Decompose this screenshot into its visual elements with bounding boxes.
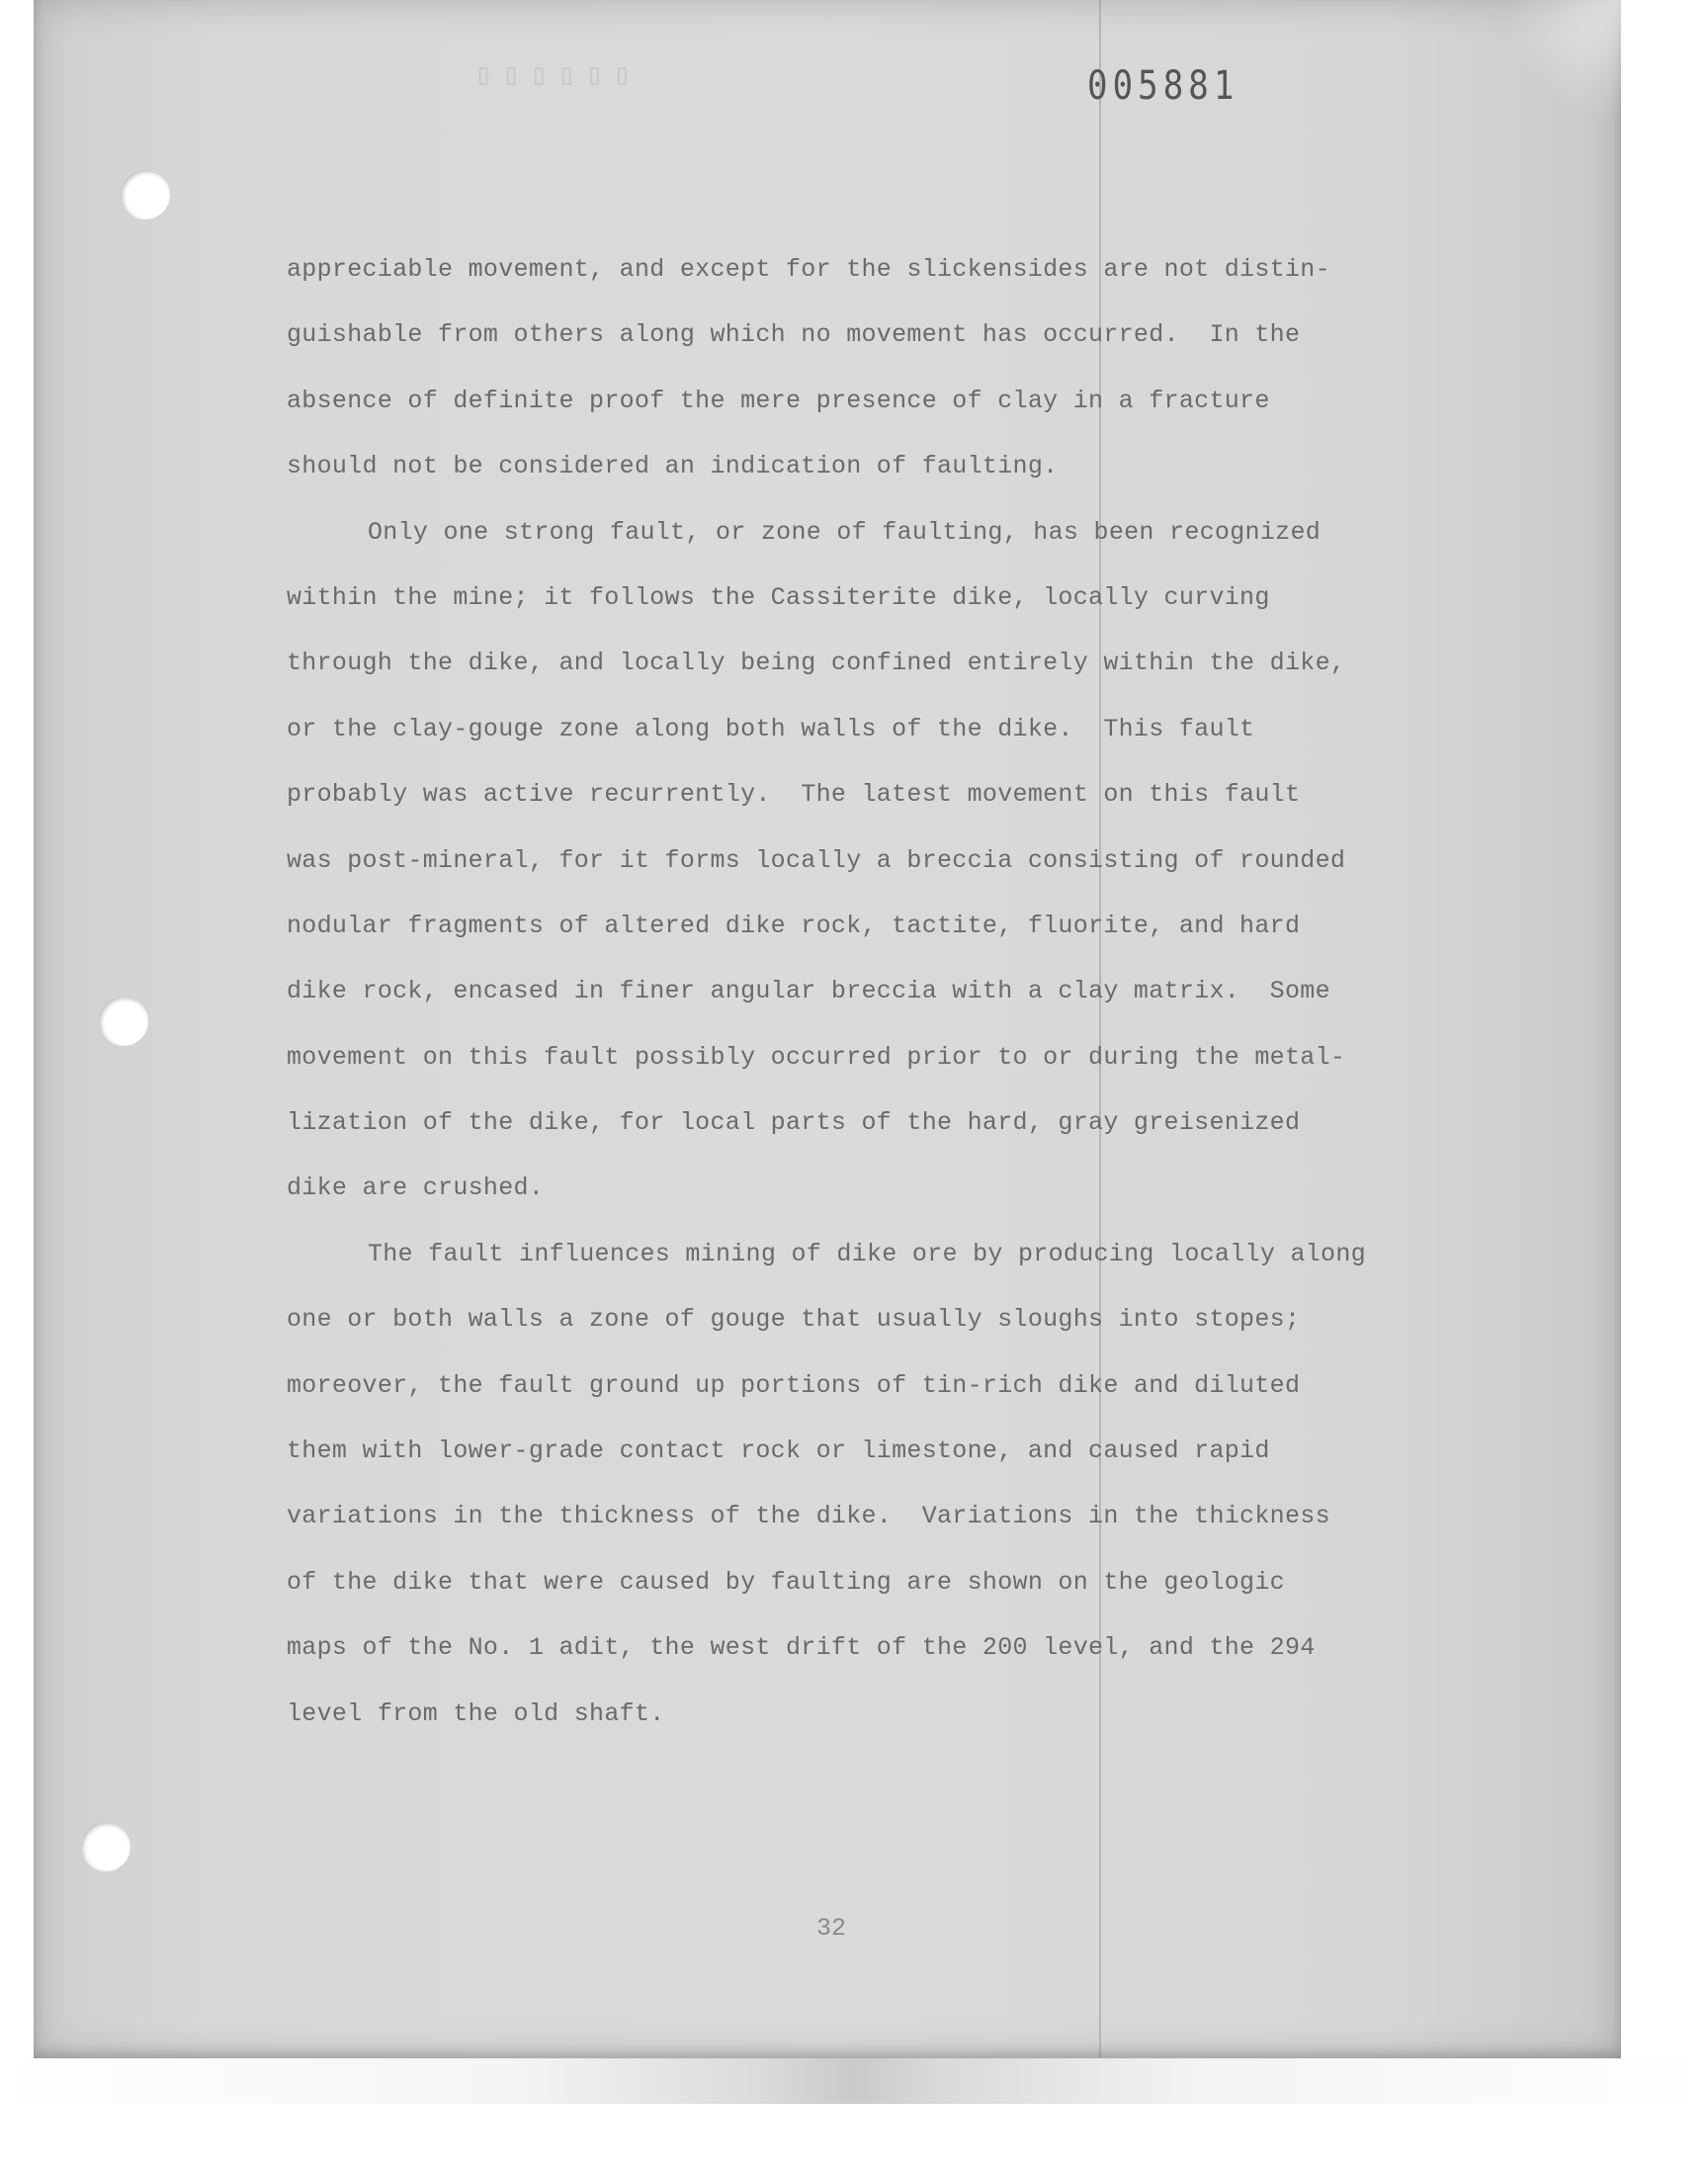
text-line: movement on this fault possibly occurred prior to or during the metal- xyxy=(287,1042,1346,1072)
page-number: 32 xyxy=(816,1914,847,1943)
text-line: Only one strong fault, or zone of faulting, has been recognized xyxy=(368,517,1322,547)
text-line: was post-mineral, for it forms locally a breccia consisting of rounded xyxy=(287,845,1346,875)
text-line: one or both walls a zone of gouge that usually sloughs into stopes; xyxy=(287,1305,1301,1335)
paragraph xyxy=(287,1222,1473,1747)
scanner-edge-strip xyxy=(0,2058,1708,2104)
text-line: dike are crushed. xyxy=(287,1174,545,1203)
document-id-number: 005881 xyxy=(1087,63,1239,109)
text-line: The fault influences mining of dike ore by producing locally along xyxy=(368,1239,1366,1268)
text-line: variations in the thickness of the dike. Variations in the thickness xyxy=(287,1502,1330,1531)
text-line: them with lower-grade contact rock or limestone, and caused rapid xyxy=(287,1436,1270,1466)
text-line: guishable from others along which no movement has occurred. In the xyxy=(287,320,1301,350)
text-line: absence of definite proof the mere presence of clay in a fracture xyxy=(287,386,1270,415)
text-line: dike rock, encased in finer angular breccia with a clay matrix. Some xyxy=(287,977,1330,1006)
text-line: appreciable movement, and except for the slickensides are not distin- xyxy=(287,255,1330,284)
text-line: within the mine; it follows the Cassiterite dike, locally curving xyxy=(287,582,1270,612)
text-line: should not be considered an indication of faulting. xyxy=(287,452,1059,481)
text-line: lization of the dike, for local parts of the hard, gray greisenized xyxy=(287,1108,1301,1138)
faint-bleed-through-stamp: ▯▯▯▯▯▯ xyxy=(474,57,641,92)
body-text xyxy=(287,237,1473,1747)
paragraph xyxy=(287,237,1473,500)
text-line: or the clay-gouge zone along both walls of the dike. This fault xyxy=(287,714,1255,743)
punch-hole-bottom xyxy=(81,1822,130,1871)
text-line: level from the old shaft. xyxy=(287,1698,665,1728)
text-line: of the dike that were caused by faulting are shown on the geologic xyxy=(287,1567,1285,1597)
text-line: maps of the No. 1 adit, the west drift of the 200 level, and the 294 xyxy=(287,1633,1316,1663)
text-line: moreover, the fault ground up portions of tin-rich dike and diluted xyxy=(287,1370,1301,1400)
punch-hole-middle xyxy=(99,997,148,1046)
text-line: through the dike, and locally being confined entirely within the dike, xyxy=(287,649,1346,678)
text-line: nodular fragments of altered dike rock, tactite, fluorite, and hard xyxy=(287,911,1301,940)
page-corner-shadow xyxy=(1502,0,1621,119)
punch-hole-top xyxy=(121,170,170,219)
paragraph xyxy=(287,500,1473,1222)
text-line: probably was active recurrently. The latest movement on this fault xyxy=(287,780,1301,810)
